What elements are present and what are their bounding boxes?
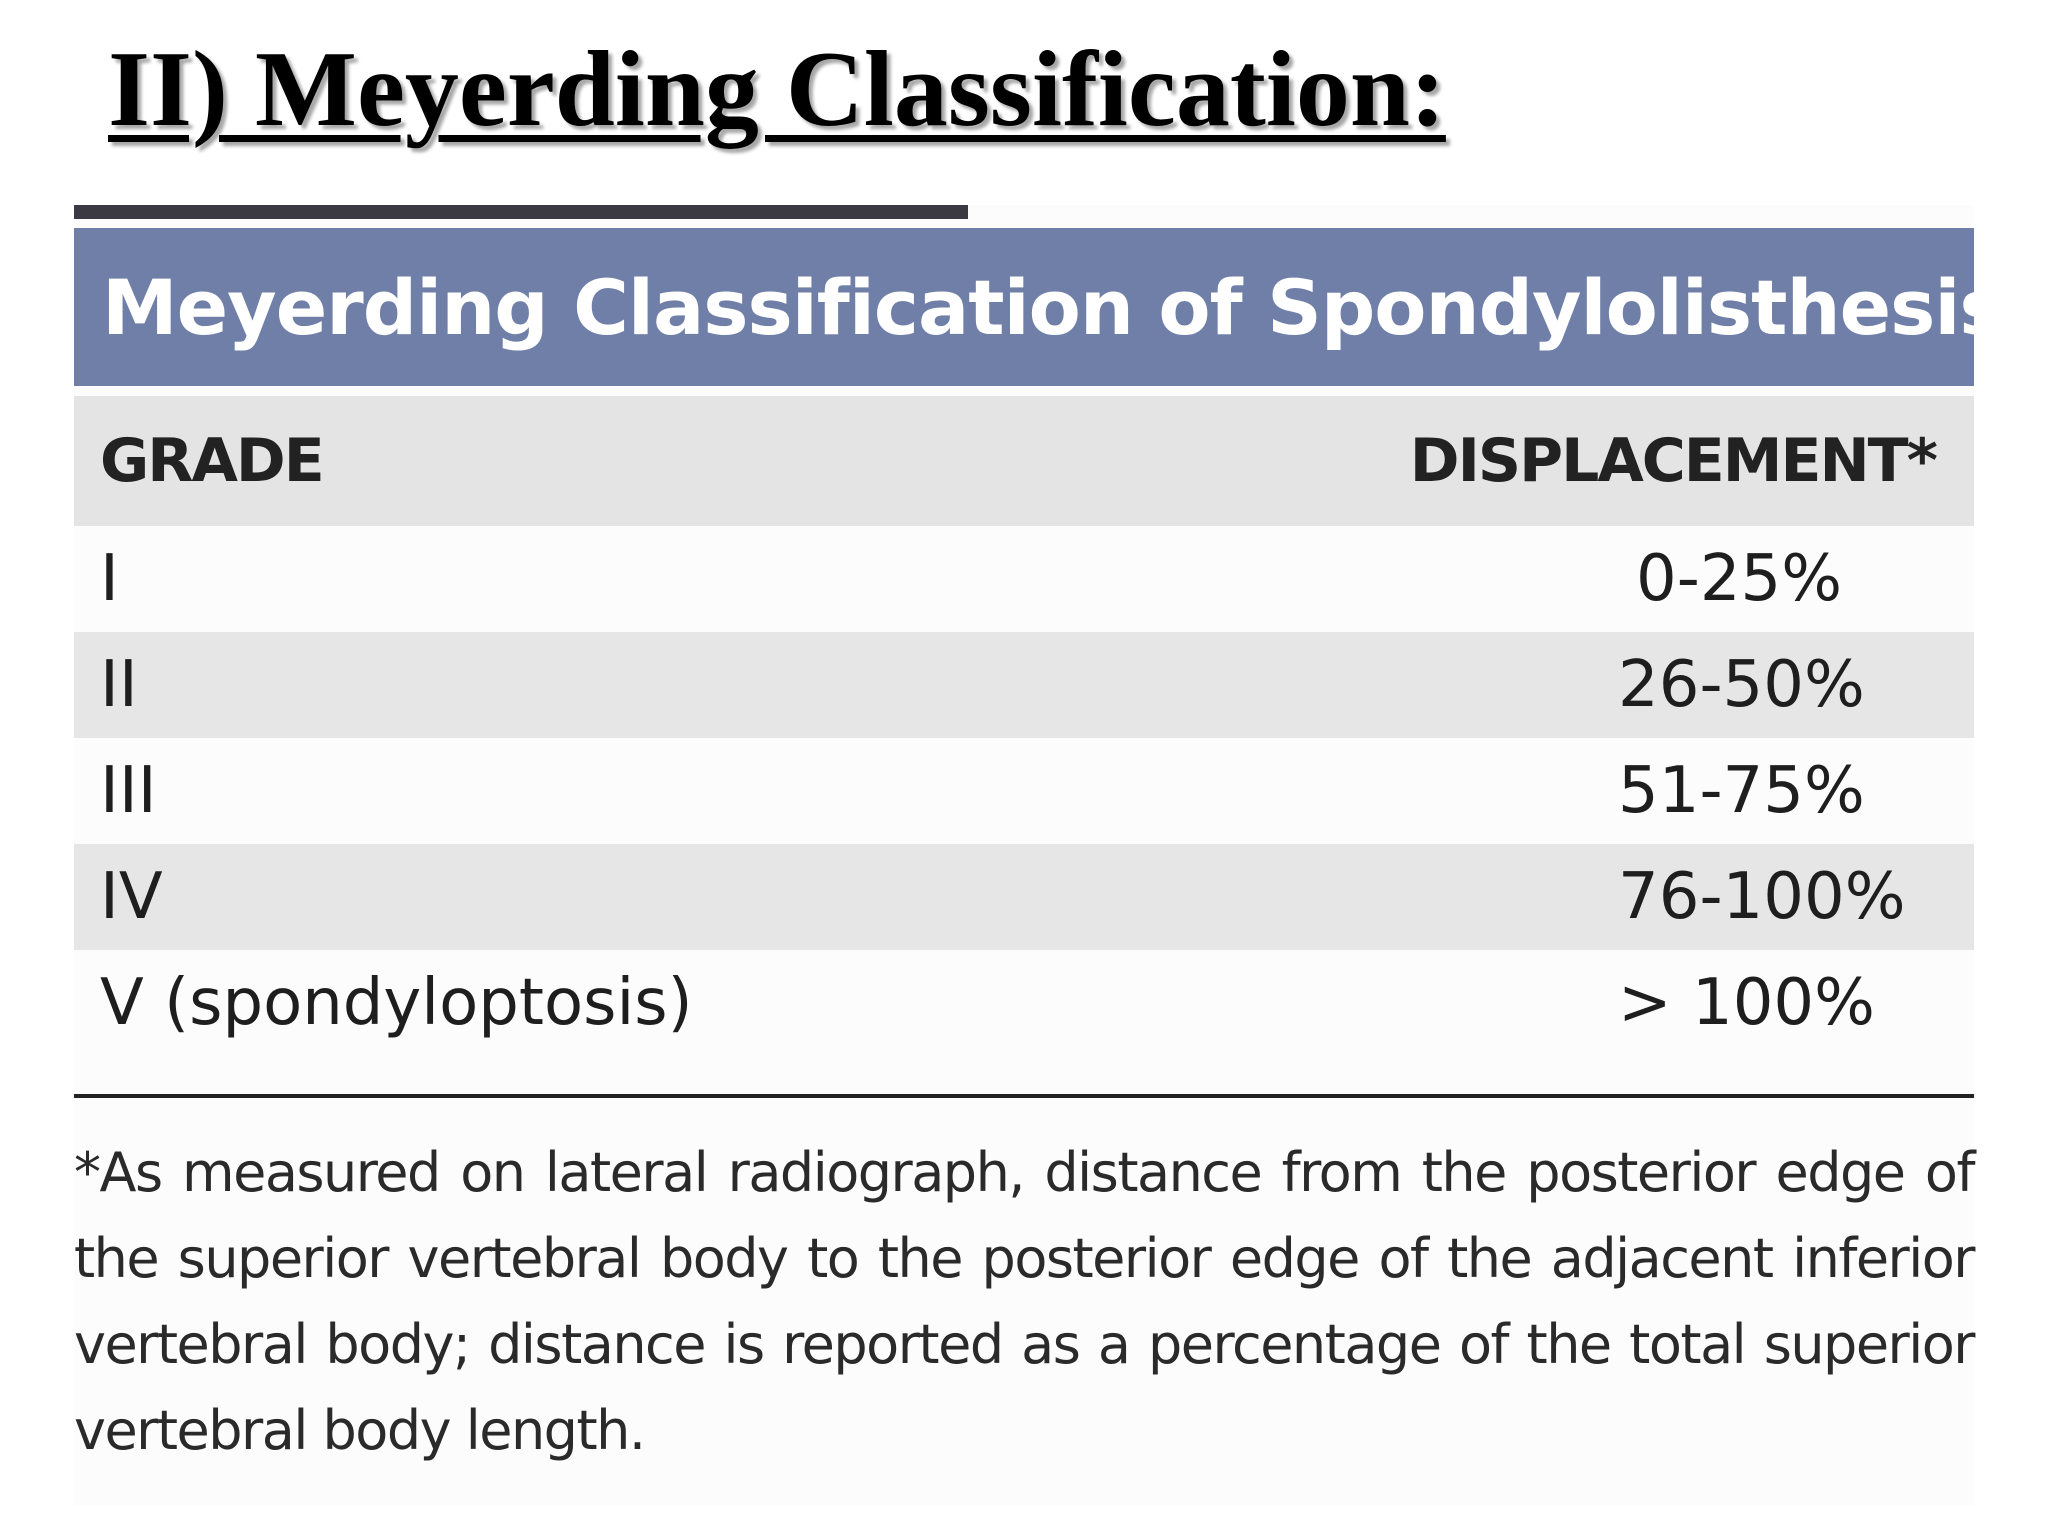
table-row bbox=[74, 738, 1974, 844]
table-row bbox=[74, 632, 1974, 738]
table-row bbox=[74, 844, 1974, 950]
grade-cell: II bbox=[100, 648, 138, 722]
displacement-cell: 26-50% bbox=[1618, 648, 1865, 722]
displacement-column-header-wrap bbox=[1410, 426, 1936, 496]
grade-cell: III bbox=[100, 754, 157, 828]
table-row bbox=[74, 950, 1974, 1056]
footnote-asterisk: * bbox=[1906, 426, 1936, 496]
grade-column-header: GRADE bbox=[100, 426, 323, 496]
table-body bbox=[74, 526, 1974, 1056]
bottom-rule bbox=[74, 1094, 1974, 1098]
grade-cell: V (spondyloptosis) bbox=[100, 966, 693, 1040]
table-row bbox=[74, 526, 1974, 632]
displacement-column-header: DISPLACEMENT bbox=[1409, 426, 1907, 496]
grade-cell: I bbox=[100, 542, 119, 616]
displacement-cell: 51-75% bbox=[1618, 754, 1865, 828]
slide-title: II) Meyerding Classification: bbox=[108, 30, 1446, 149]
displacement-cell: 0-25% bbox=[1636, 542, 1843, 616]
table-footnote: *As measured on lateral radiograph, distance from the posterior edge of the superior vertebral body to the posterior edge of the adjacent inferior vertebral body; distance is reported as a percentage of the total superior vertebral body length. bbox=[74, 1141, 1974, 1462]
table-caption: Meyerding Classification of Spondylolisthesis bbox=[102, 262, 2004, 352]
top-rule bbox=[74, 205, 968, 219]
displacement-cell: 76-100% bbox=[1618, 860, 1906, 934]
grade-cell: IV bbox=[100, 860, 163, 934]
displacement-cell: > 100% bbox=[1618, 966, 1875, 1040]
table-caption-banner bbox=[74, 228, 2004, 386]
table-header-row bbox=[74, 396, 1974, 526]
